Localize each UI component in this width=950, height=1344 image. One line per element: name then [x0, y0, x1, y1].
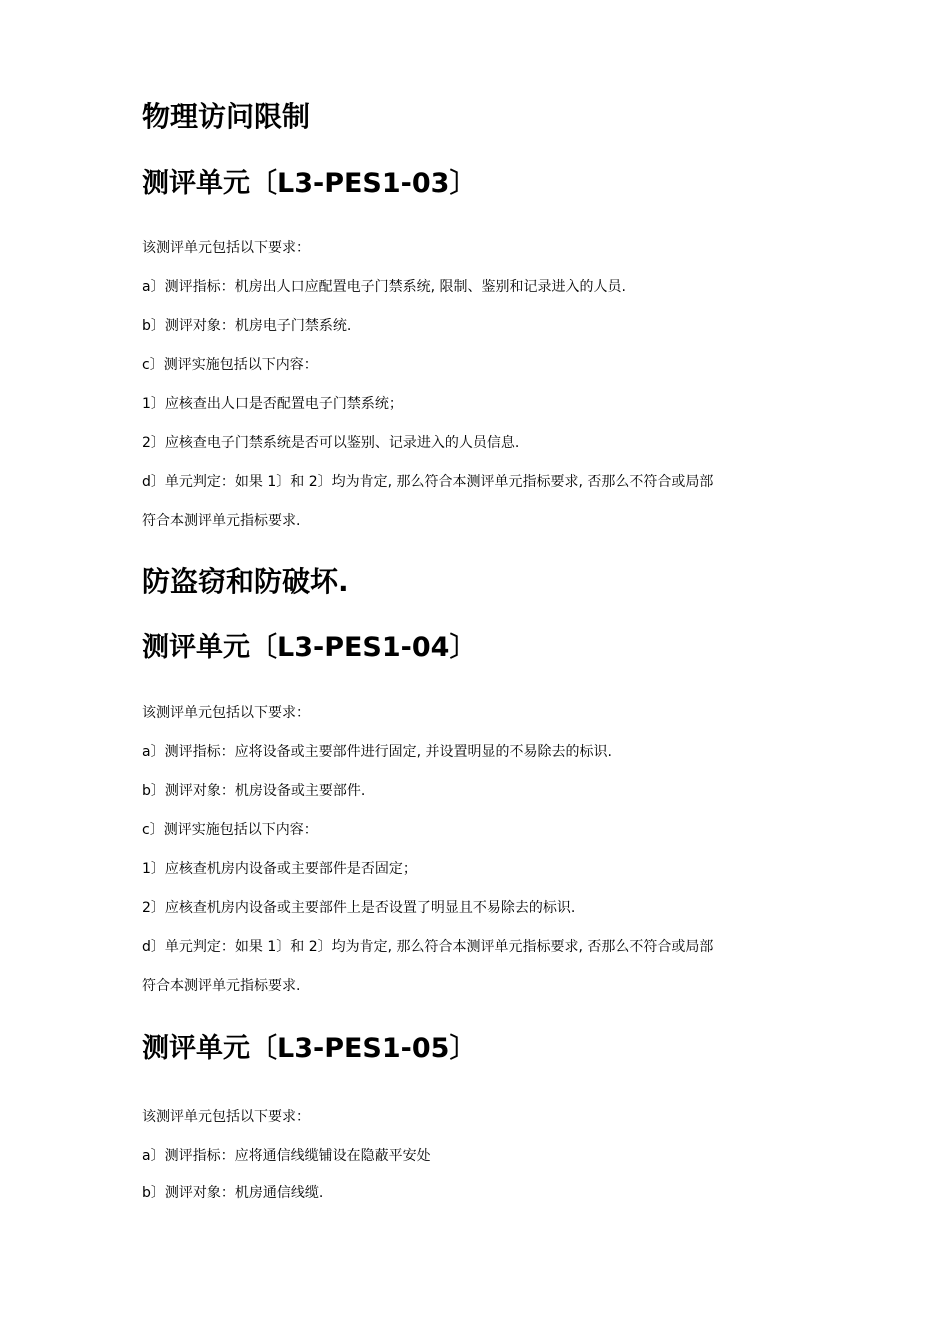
- paragraph: a〕测评指标：机房出人口应配置电子门禁系统, 限制、鉴别和记录进入的人员.: [142, 279, 626, 295]
- paragraph: 2〕应核查机房内设备或主要部件上是否设置了明显且不易除去的标识.: [142, 900, 576, 916]
- paragraph: 该测评单元包括以下要求：: [142, 240, 310, 256]
- paragraph: 1〕应核查机房内设备或主要部件是否固定；: [142, 861, 417, 877]
- section-heading: 物理访问限制: [142, 100, 311, 133]
- paragraph: 符合本测评单元指标要求.: [142, 978, 301, 994]
- paragraph: b〕测评对象：机房设备或主要部件.: [142, 783, 366, 799]
- paragraph: b〕测评对象：机房通信线缆.: [142, 1185, 324, 1201]
- unit-heading: 测评单元〔L3-PES1-04〕: [142, 632, 477, 663]
- paragraph: b〕测评对象：机房电子门禁系统.: [142, 318, 352, 334]
- unit-heading: 测评单元〔L3-PES1-03〕: [142, 168, 477, 199]
- paragraph: 2〕应核查电子门禁系统是否可以鉴别、记录进入的人员信息.: [142, 435, 520, 451]
- paragraph: c〕测评实施包括以下内容：: [142, 357, 318, 373]
- paragraph: 符合本测评单元指标要求.: [142, 513, 301, 529]
- section-heading: 防盗窃和防破坏.: [142, 565, 349, 598]
- paragraph: 该测评单元包括以下要求：: [142, 705, 310, 721]
- paragraph: c〕测评实施包括以下内容：: [142, 822, 318, 838]
- paragraph: a〕测评指标：应将通信线缆铺设在隐蔽平安处: [142, 1148, 431, 1164]
- paragraph: 1〕应核查出人口是否配置电子门禁系统；: [142, 396, 403, 412]
- paragraph: d〕单元判定：如果 1〕和 2〕均为肯定, 那么符合本测评单元指标要求, 否那么不符合或局部: [142, 474, 714, 490]
- paragraph: d〕单元判定：如果 1〕和 2〕均为肯定, 那么符合本测评单元指标要求, 否那么不符合或局部: [142, 939, 714, 955]
- unit-heading: 测评单元〔L3-PES1-05〕: [142, 1033, 477, 1064]
- paragraph: a〕测评指标：应将设备或主要部件进行固定, 并设置明显的不易除去的标识.: [142, 744, 612, 760]
- paragraph: 该测评单元包括以下要求：: [142, 1109, 310, 1125]
